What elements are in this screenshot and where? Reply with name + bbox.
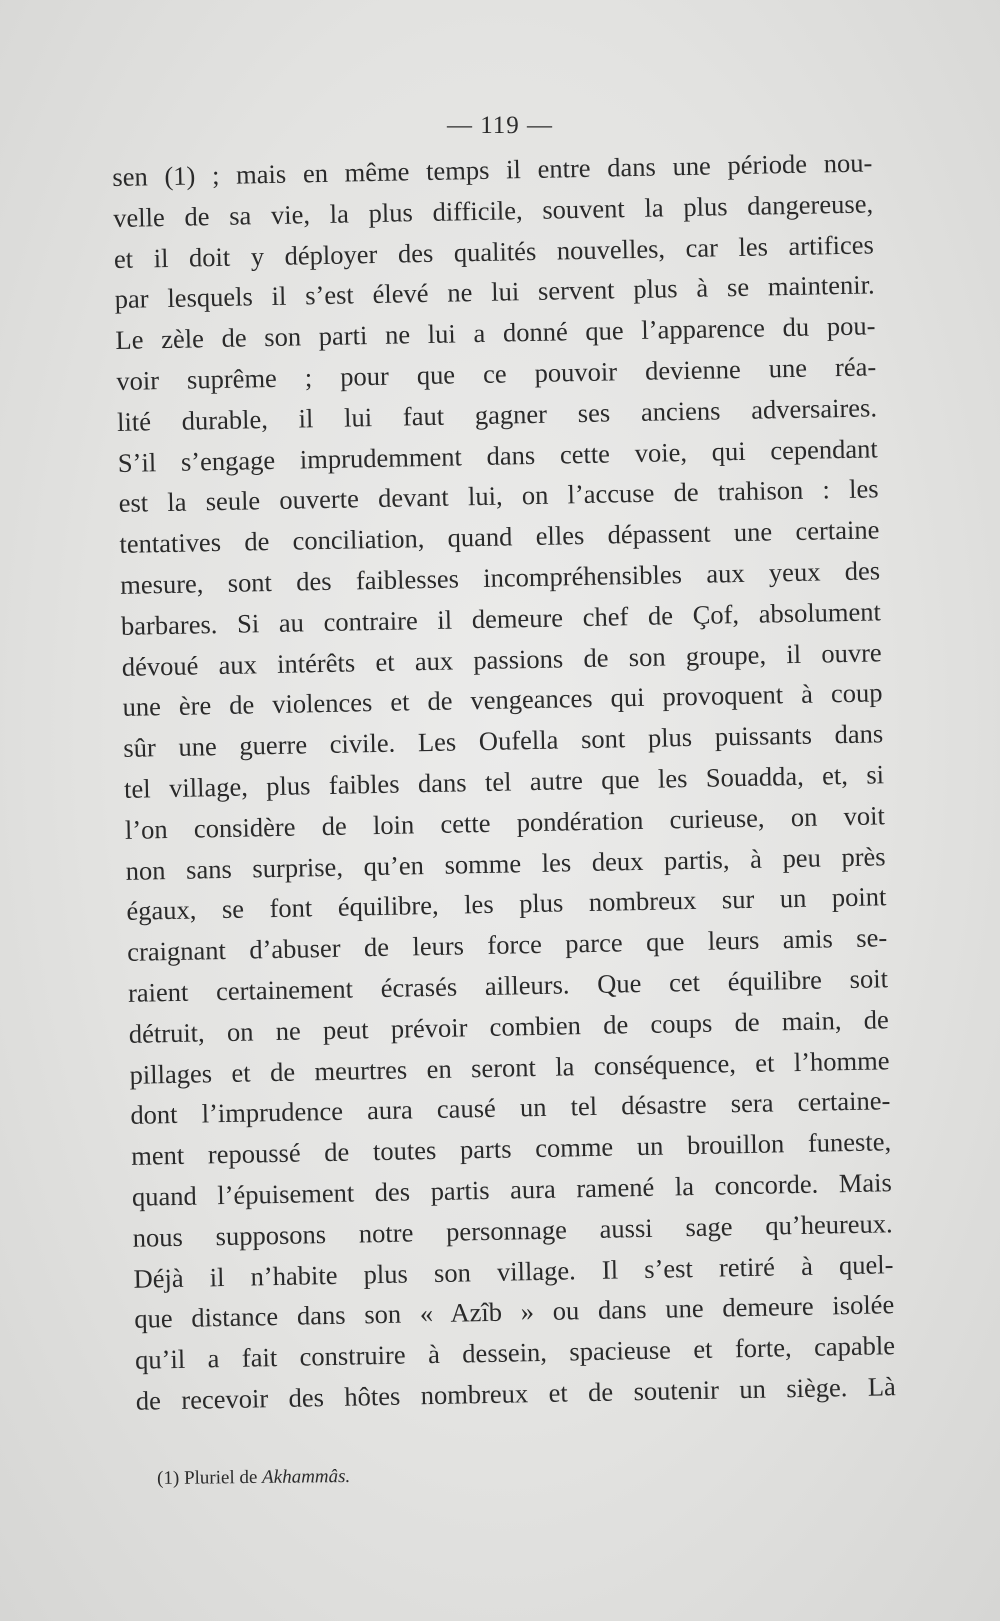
footnote-text: Pluriel de [183,1466,258,1489]
text-line: velle de sa vie, la plus difficile, souvent la plus dangereuse, [112,188,874,233]
text-line: mesure, sont des faiblesses incompréhensibles aux yeux des [119,555,881,600]
text-line: ment repoussé de toutes parts comme un brouillon funeste, [130,1126,892,1171]
text-line: pillages et de meurtres en seront la conséquence, et l’homme [129,1044,890,1090]
text-line: dévoué aux intérêts et aux passions de son groupe, il ouvre [121,636,882,682]
text-line: dont l’imprudence aura causé un tel désastre sera certaine- [130,1085,891,1131]
text-line: tel village, plus faibles dans tel autre que les Souadda, et, si [123,759,885,804]
text-line: et il doit y déployer des qualités nouvelles, car les artifices [113,228,875,274]
footnote [157,1466,350,1490]
text-line: que distance dans son « Azîb » ou dans une demeure isolée [134,1289,895,1335]
text-line: qu’il a fait construire à dessein, spacieuse et forte, capable [134,1330,896,1375]
text-line: Le zèle de son parti ne lui a donné que l’apparence du pou- [115,310,876,356]
text-line: détruit, on ne peut prévoir combien de coups de main, de [128,1003,889,1049]
text-line: tentatives de conciliation, quand elles dépassent une certaine [119,514,880,560]
text-line: lité durable, il lui faut gagner ses anciens adversaires. [116,392,878,437]
footnote-italic-term: Akhammâs. [262,1465,351,1488]
text-line: une ère de violences et de vengeances qui provoquent à coup [122,677,883,723]
text-line: raient certainement écrasés ailleurs. Que cet équilibre soit [127,963,889,1008]
text-line: voir suprême ; pour que ce pouvoir devienne une réa- [116,351,877,396]
text-line: S’il s’engage imprudemment dans cette voie, qui cependant [117,432,879,478]
text-line: est la seule ouverte devant lui, on l’accuse de trahison : les [118,473,879,519]
text-line: de recevoir des hôtes nombreux et de soutenir un siège. Là [135,1371,897,1416]
text-line: par lesquels il s’est élevé ne lui servent plus à se maintenir. [114,269,875,315]
text-line: sûr une guerre civile. Les Oufella sont plus puissants dans [123,718,884,764]
text-line: barbares. Si au contraire il demeure chef de Çof, absolument [120,596,882,641]
text-line: égaux, se font équilibre, les plus nombreux sur un point [126,881,887,927]
text-line: non sans surprise, qu’en somme les deux partis, à peu près [125,840,886,886]
text-line: nous supposons notre personnage aussi sage qu’heureux. [132,1207,893,1253]
text-line: craignant d’abuser de leurs force parce que leurs amis se- [126,922,888,967]
footnote-marker: (1) [157,1467,180,1489]
text-line: sen (1) ; mais en même temps il entre dans une période nou- [112,147,873,192]
text-line: quand l’épuisement des partis aura ramené la concorde. Mais [131,1167,893,1212]
text-line: Déjà il n’habite plus son village. Il s’est retiré à quel- [133,1248,894,1294]
page-number: — 119 — [446,112,554,139]
text-line: l’on considère de loin cette pondération curieuse, on voit [124,800,886,845]
body-text [112,142,896,1421]
